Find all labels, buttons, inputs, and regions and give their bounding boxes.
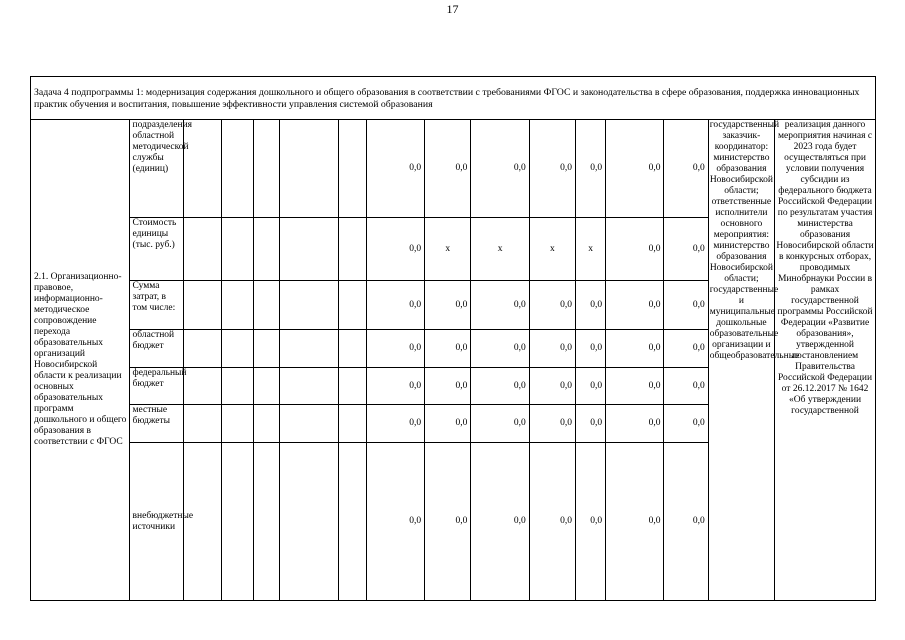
indicator-label: местные бюджеты <box>129 405 183 443</box>
table-row <box>31 120 876 218</box>
indicator-label: Стоимость единицы (тыс. руб.) <box>129 218 183 281</box>
indicator-label: подразделения областной методической службы (единиц) <box>129 120 183 218</box>
value-cell: x <box>471 218 529 281</box>
indicator-label: внебюджетные источники <box>129 443 183 601</box>
value-cell: 0,0 <box>471 120 529 218</box>
value-cell: 0,0 <box>366 405 424 443</box>
value-cell: 0,0 <box>606 120 664 218</box>
value-cell: 0,0 <box>576 405 606 443</box>
value-cell: 0,0 <box>576 330 606 368</box>
value-cell: 0,0 <box>529 443 575 601</box>
value-cell: 0,0 <box>366 218 424 281</box>
value-cell: 0,0 <box>366 120 424 218</box>
value-cell: 0,0 <box>471 368 529 405</box>
value-cell: 0,0 <box>366 443 424 601</box>
program-table <box>30 76 876 601</box>
value-cell: 0,0 <box>366 330 424 368</box>
value-cell: 0,0 <box>576 368 606 405</box>
value-cell: 0,0 <box>606 443 664 601</box>
value-cell: 0,0 <box>576 281 606 330</box>
value-cell: x <box>425 218 471 281</box>
value-cell: 0,0 <box>576 120 606 218</box>
value-cell: x <box>529 218 575 281</box>
indicator-label: федеральный бюджет <box>129 368 183 405</box>
value-cell: 0,0 <box>664 405 708 443</box>
value-cell: 0,0 <box>664 218 708 281</box>
value-cell: 0,0 <box>664 120 708 218</box>
value-cell: 0,0 <box>425 368 471 405</box>
executor: государственный заказчик-координатор: министерство образования Новосибирской области; ответственные исполнители основного мероприятия: министерство образования Новосибирской области; государственные и муниципальные дошкольные образовательные организации и общеобразовательные <box>708 120 774 601</box>
indicator-label: Сумма затрат, в том числе: <box>129 281 183 330</box>
value-cell: 0,0 <box>425 281 471 330</box>
value-cell: 0,0 <box>366 281 424 330</box>
value-cell: 0,0 <box>471 330 529 368</box>
value-cell: 0,0 <box>425 330 471 368</box>
value-cell: 0,0 <box>606 218 664 281</box>
value-cell: 0,0 <box>606 330 664 368</box>
value-cell: 0,0 <box>529 368 575 405</box>
value-cell: 0,0 <box>471 281 529 330</box>
value-cell: 0,0 <box>664 330 708 368</box>
value-cell: x <box>576 218 606 281</box>
page-number: 17 <box>446 2 459 16</box>
expected-result: реализация данного мероприятия начиная с 2023 года будет осуществляться при условии получения субсидии из федерального бюджета Российской Федерации по результатам участия министерства образования Новосибирской области в конкурсных отборах, проводимых Минобрнауки России в рамках государственной программы Российской Федерации «Развитие образования», утвержденной постановлением Правительства Российской Федерации от 26.12.2017 № 1642 «Об утверждении государственной <box>775 120 876 601</box>
value-cell: 0,0 <box>606 281 664 330</box>
value-cell: 0,0 <box>576 443 606 601</box>
value-cell: 0,0 <box>606 405 664 443</box>
value-cell: 0,0 <box>664 368 708 405</box>
value-cell: 0,0 <box>471 443 529 601</box>
value-cell: 0,0 <box>425 405 471 443</box>
value-cell: 0,0 <box>471 405 529 443</box>
value-cell: 0,0 <box>425 443 471 601</box>
value-cell: 0,0 <box>529 120 575 218</box>
value-cell: 0,0 <box>664 443 708 601</box>
task-header: Задача 4 подпрограммы 1: модернизация содержания дошкольного и общего образования в соответствии с требованиями ФГОС и законодательства в сфере образования, поддержка инновационных практик обучения и воспитания, повышение эффективности управления системой образования <box>31 77 876 120</box>
value-cell: 0,0 <box>664 281 708 330</box>
indicator-label: областной бюджет <box>129 330 183 368</box>
value-cell: 0,0 <box>366 368 424 405</box>
value-cell: 0,0 <box>529 405 575 443</box>
value-cell: 0,0 <box>529 330 575 368</box>
value-cell: 0,0 <box>606 368 664 405</box>
value-cell: 0,0 <box>529 281 575 330</box>
event-name: 2.1. Организационно-правовое, информационно-методическое сопровождение перехода образовательных организаций Новосибирской области к реализации основных образовательных программ дошкольного и общего образования в соответствии с ФГОС <box>31 120 130 601</box>
value-cell: 0,0 <box>425 120 471 218</box>
